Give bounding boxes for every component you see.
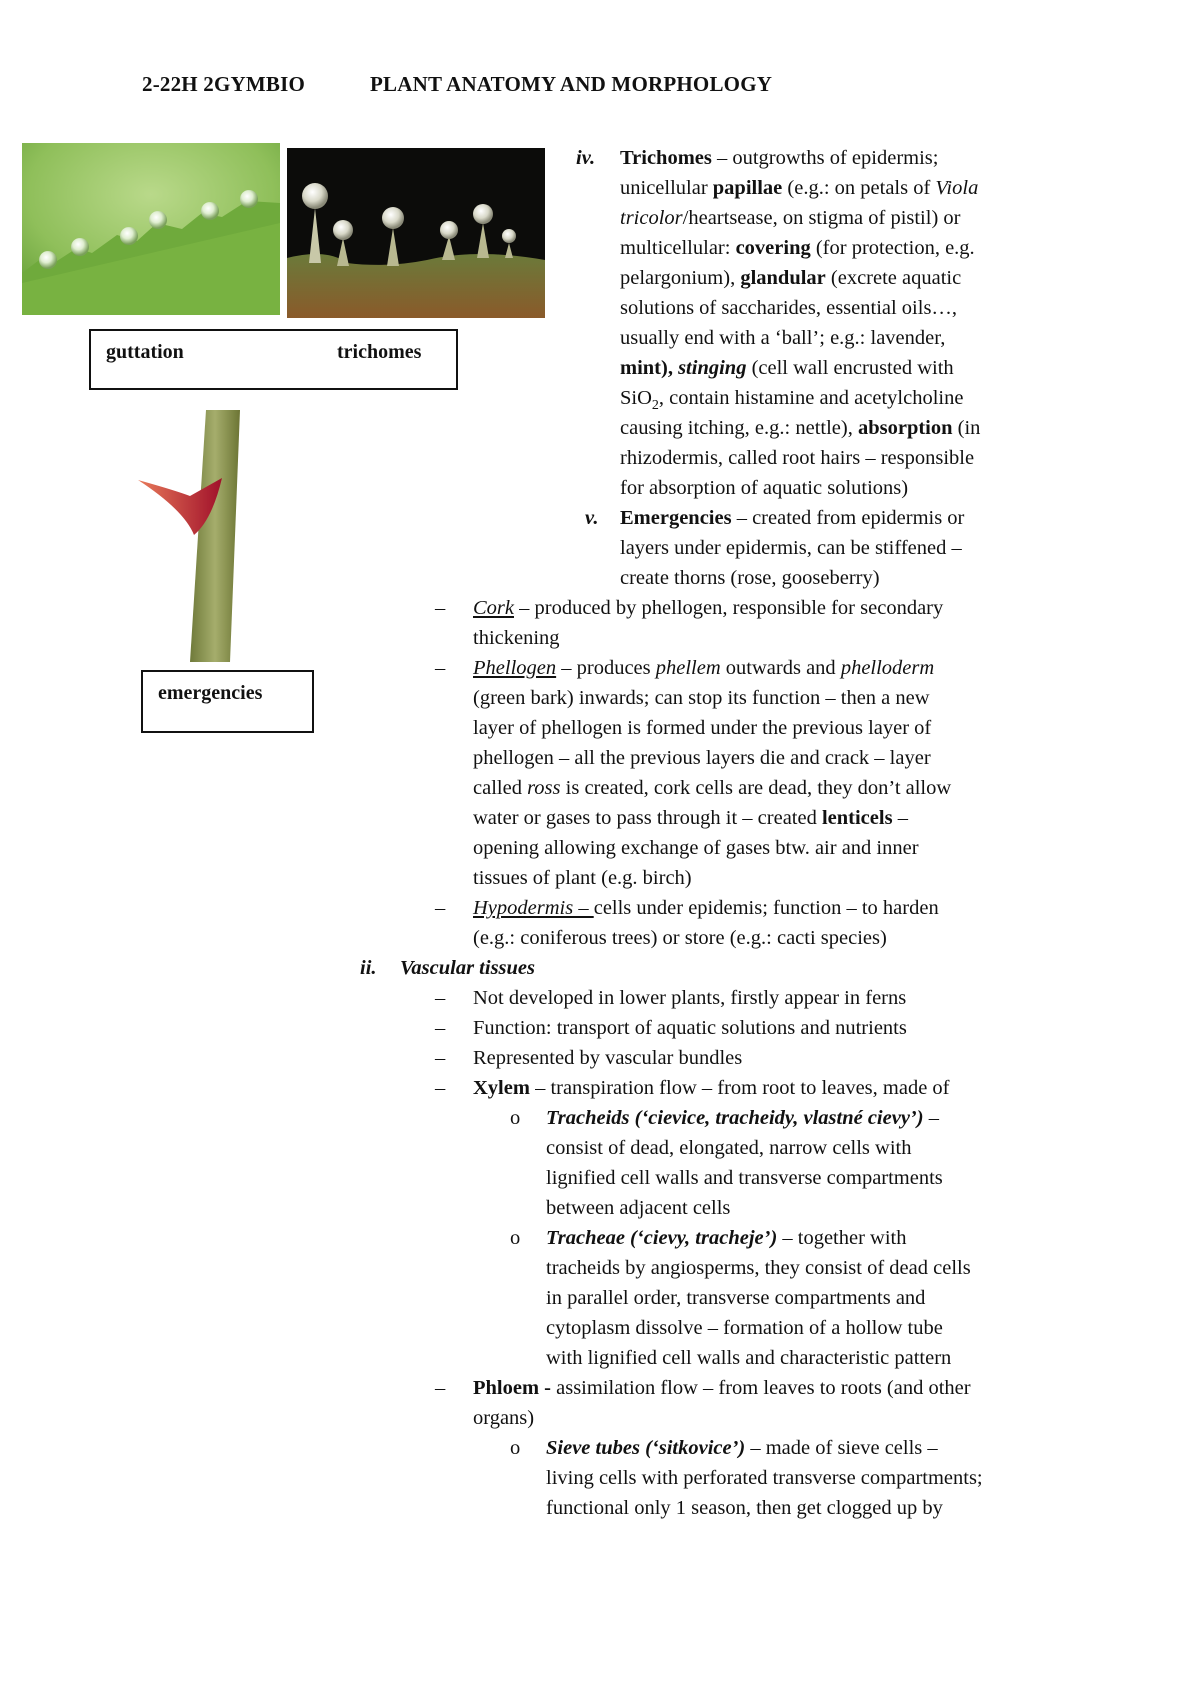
bullet-dash: – [435,1017,446,1039]
bullet-dash: – [435,1077,446,1099]
tracheae-line-4: cytoplasm dissolve – formation of a hollow tube [546,1317,943,1339]
sieve-tubes-line-2: living cells with perforated transverse compartments; [546,1467,983,1489]
bullet-dash: – [435,657,446,679]
vascular-bullet-3: Represented by vascular bundles [473,1047,743,1069]
bullet-circle: o [510,1437,521,1459]
trichomes-line-3: tricolor/heartsease, on stigma of pistil) or [620,207,961,229]
cork-line-2: thickening [473,627,560,649]
sieve-tubes-line-3: functional only 1 season, then get clogged up by [546,1497,943,1519]
trichomes-line-7: usually end with a ‘ball’; e.g.: lavender, [620,327,946,349]
trichomes-line-9: SiO$_2$, contain histamine and acetylcholine [620,387,964,414]
trichomes-line-8: mint), stinging (cell wall encrusted with [620,357,954,379]
phellogen-line-2: (green bark) inwards; can stop its function – then a new [473,687,930,709]
guttation-label: guttation [106,341,184,363]
cork-line-1: Cork – produced by phellogen, responsible for secondary [473,597,944,619]
tracheids-line-2: consist of dead, elongated, narrow cells with [546,1137,912,1159]
tracheae-line-2: tracheids by angiosperms, they consist of dead cells [546,1257,971,1279]
phellogen-line-5: called ross is created, cork cells are dead, they don’t allow [473,777,952,799]
trichomes-line-5: pelargonium), glandular (excrete aquatic [620,267,962,289]
trichomes-line-2: unicellular papillae (e.g.: on petals of Viola [620,177,979,199]
tracheids-line-1: Tracheids (‘cievice, tracheidy, vlastné cievy’) – [546,1107,939,1129]
tracheids-line-3: lignified cell walls and transverse compartments [546,1167,943,1189]
bullet-dash: – [435,597,446,619]
emergencies-line-2: layers under epidermis, can be stiffened – [620,537,962,559]
phloem-line-2: organs) [473,1407,535,1429]
tracheids-line-4: between adjacent cells [546,1197,731,1219]
bullet-circle: o [510,1227,521,1249]
list-marker-iv: iv. [576,147,596,169]
phellogen-line-8: tissues of plant (e.g. birch) [473,867,692,889]
trichomes-line-11: rhizodermis, called root hairs – responsible [620,447,975,469]
hypodermis-line-1: Hypodermis – cells under epidemis; function – to harden [473,897,939,919]
vascular-bullet-1: Not developed in lower plants, firstly appear in ferns [473,987,907,1009]
trichomes-line-12: for absorption of aquatic solutions) [620,477,909,499]
sieve-tubes-line-1: Sieve tubes (‘sitkovice’) – made of sieve cells – [546,1437,938,1459]
bullet-dash: – [435,987,446,1009]
list-marker-v: v. [585,507,599,529]
emergencies-line-1: Emergencies – created from epidermis or [620,507,965,529]
phellogen-line-3: layer of phellogen is formed under the previous layer of [473,717,932,739]
trichomes-line-6: solutions of saccharides, essential oils…, [620,297,958,319]
vascular-bullet-2: Function: transport of aquatic solutions and nutrients [473,1017,907,1039]
list-marker-ii: ii. [360,957,377,979]
trichomes-line-1: Trichomes – outgrowths of epidermis; [620,147,939,169]
emergencies-label: emergencies [158,682,263,704]
page-title: PLANT ANATOMY AND MORPHOLOGY [370,72,773,96]
phellogen-line-7: opening allowing exchange of gases btw. air and inner [473,837,919,859]
tracheae-line-1: Tracheae (‘cievy, tracheje’) – together with [546,1227,907,1249]
course-code: 2-22H 2GYMBIO [142,72,306,96]
emergencies-line-3: create thorns (rose, gooseberry) [620,567,880,589]
bullet-dash: – [435,897,446,919]
phellogen-line-6: water or gases to pass through it – created lenticels – [473,807,908,829]
tracheae-line-3: in parallel order, transverse compartments and [546,1287,926,1309]
hypodermis-line-2: (e.g.: coniferous trees) or store (e.g.: cacti species) [473,927,887,949]
tracheae-line-5: with lignified cell walls and characteristic pattern [546,1347,952,1369]
phellogen-line-1: Phellogen – produces phellem outwards and phelloderm [473,657,935,679]
trichomes-line-4: multicellular: covering (for protection, e.g. [620,237,975,259]
xylem-line: Xylem – transpiration flow – from root to leaves, made of [473,1077,950,1099]
trichomes-label: trichomes [337,341,422,363]
bullet-dash: – [435,1377,446,1399]
bullet-dash: – [435,1047,446,1069]
phloem-line-1: Phloem - assimilation flow – from leaves to roots (and other [473,1377,971,1399]
vascular-tissues-heading: Vascular tissues [400,957,536,979]
phellogen-line-4: phellogen – all the previous layers die and crack – layer [473,747,931,769]
bullet-circle: o [510,1107,521,1129]
trichomes-line-10: causing itching, e.g.: nettle), absorption (in [620,417,981,439]
